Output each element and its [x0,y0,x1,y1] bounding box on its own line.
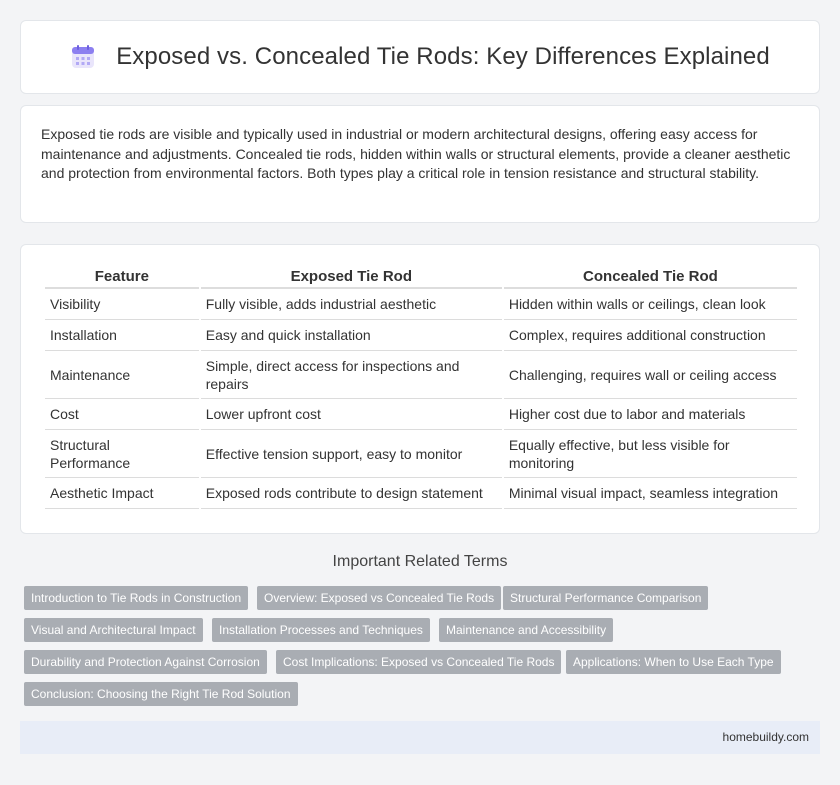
related-terms-title: Important Related Terms [332,553,508,570]
table-cell: Effective tension support, easy to monitor [201,430,502,478]
table-cell: Hidden within walls or ceilings, clean look [504,289,797,320]
related-term-tag[interactable]: Applications: When to Use Each Type [566,650,781,674]
table-cell: Visibility [45,289,199,320]
related-term-tag[interactable]: Maintenance and Accessibility [439,618,613,642]
related-term-tag[interactable]: Structural Performance Comparison [503,586,708,610]
table-cell: Higher cost due to labor and materials [504,399,797,430]
related-term-tag[interactable]: Overview: Exposed vs Concealed Tie Rods [257,586,501,610]
table-cell: Cost [45,399,199,430]
table-cell: Easy and quick installation [201,320,502,351]
intro-card [20,105,820,223]
table-row [45,320,797,351]
comparison-card [20,244,820,534]
comparison-table [43,265,799,509]
table-row [45,399,797,430]
table-header-row [45,265,797,289]
header-card [20,20,820,94]
related-term-tag[interactable]: Conclusion: Choosing the Right Tie Rod Solution [24,682,298,706]
table-cell: Complex, requires additional construction [504,320,797,351]
table-cell: Simple, direct access for inspections and repairs [201,351,502,399]
table-cell: Aesthetic Impact [45,478,199,509]
related-term-tag[interactable]: Durability and Protection Against Corrosion [24,650,267,674]
page-title: Exposed vs. Concealed Tie Rods: Key Differences Explained [116,43,770,70]
intro-text: Exposed tie rods are visible and typically used in industrial or modern architectural designs, offering easy access for maintenance and adjustments. Concealed tie rods, hidden within walls or structural elements, provide a cleaner aesthetic and protection from environmental factors. Both types play a critical role in tension resistance and structural stability. [41,126,791,181]
footer [20,721,820,754]
table-cell: Equally effective, but less visible for monitoring [504,430,797,478]
footer-site-link[interactable]: homebuildy.com [722,730,809,744]
table-row [45,351,797,399]
calendar-icon [70,44,96,70]
table-cell: Minimal visual impact, seamless integration [504,478,797,509]
table-cell: Structural Performance [45,430,199,478]
table-cell: Exposed rods contribute to design statement [201,478,502,509]
column-header: Feature [45,265,199,289]
table-row [45,289,797,320]
related-term-tag[interactable]: Introduction to Tie Rods in Construction [24,586,248,610]
table-cell: Fully visible, adds industrial aesthetic [201,289,502,320]
related-term-tag[interactable]: Installation Processes and Techniques [212,618,430,642]
related-term-tag[interactable]: Cost Implications: Exposed vs Concealed Tie Rods [276,650,561,674]
table-cell: Lower upfront cost [201,399,502,430]
table-row [45,430,797,478]
table-cell: Challenging, requires wall or ceiling access [504,351,797,399]
related-term-tag[interactable]: Visual and Architectural Impact [24,618,203,642]
table-row [45,478,797,509]
table-cell: Installation [45,320,199,351]
column-header: Exposed Tie Rod [201,265,502,289]
column-header: Concealed Tie Rod [504,265,797,289]
table-cell: Maintenance [45,351,199,399]
